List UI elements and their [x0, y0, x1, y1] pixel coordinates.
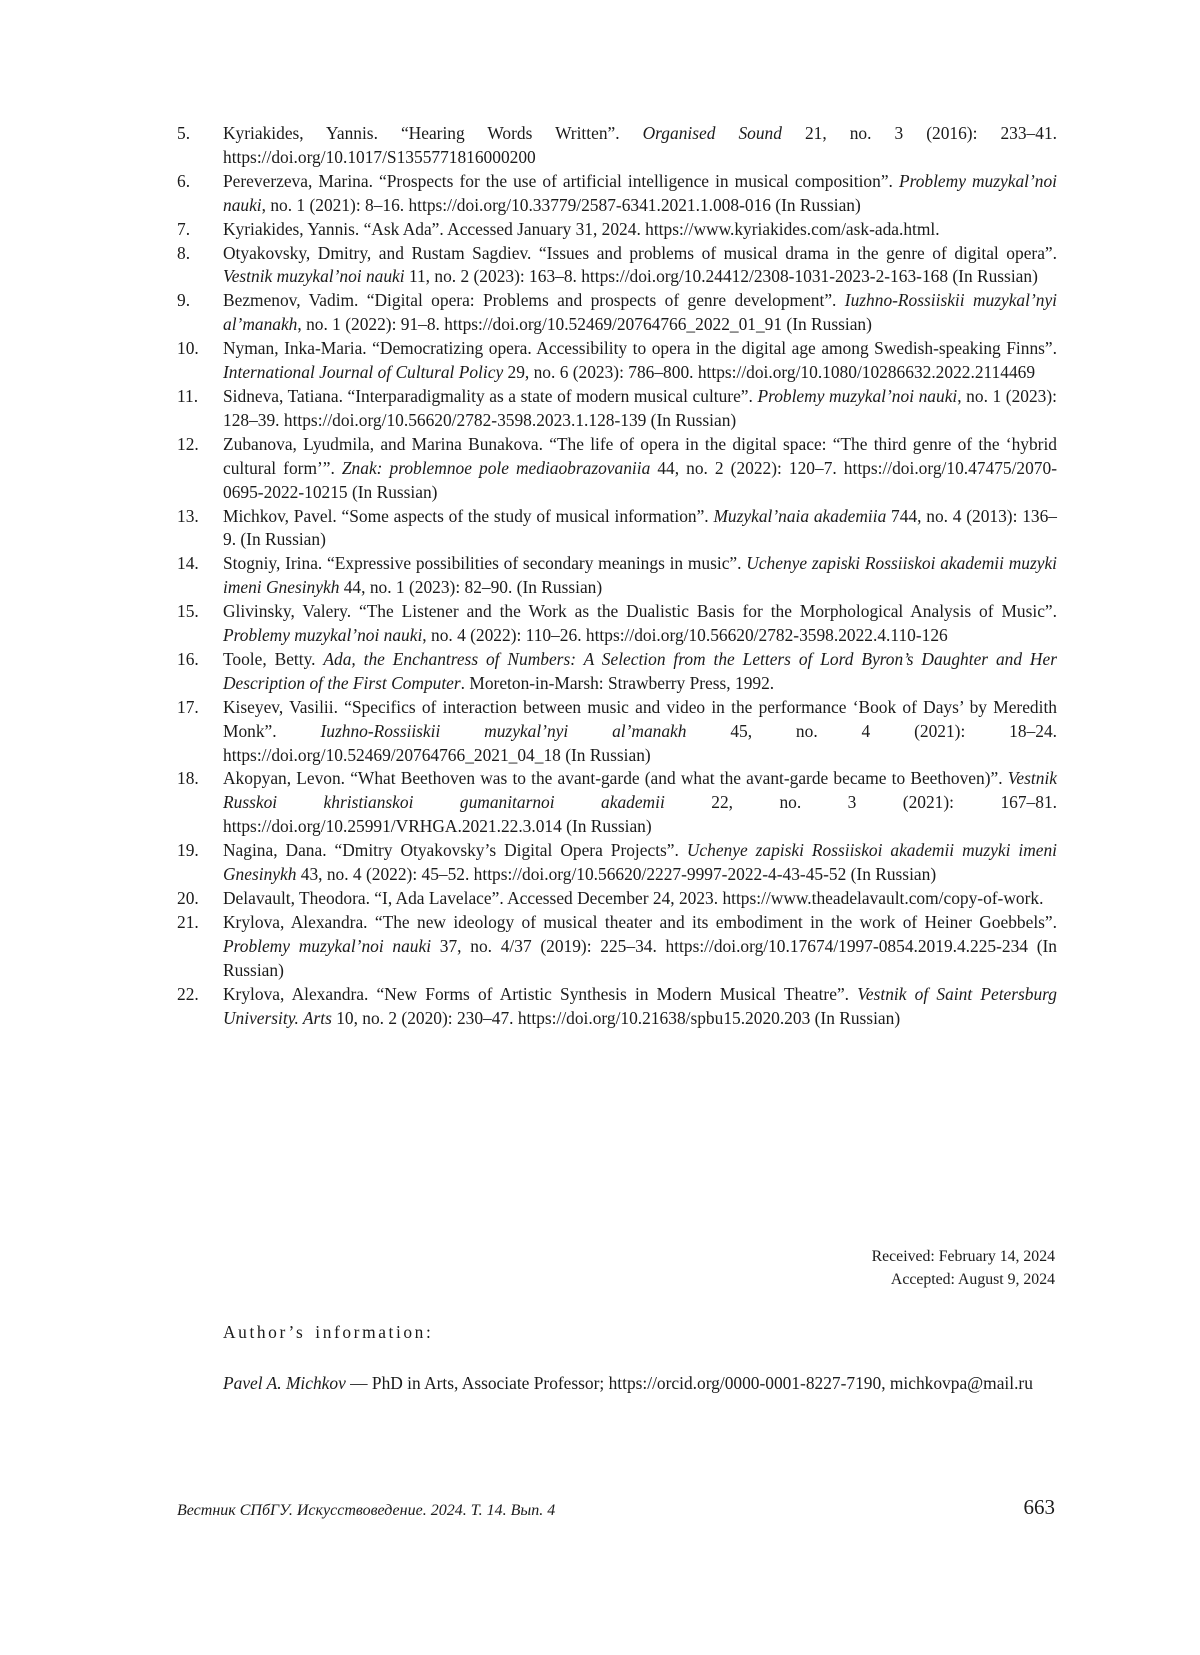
reference-source-title: Problemy muzykal’noi nauki	[757, 385, 958, 406]
reference-text: Sidneva, Tatiana. “Interparadigmality as a state of modern musical culture”.	[223, 385, 758, 406]
reference-number: 15.	[177, 601, 199, 622]
reference-text: Kyriakides, Yannis. “Hearing Words Written”.	[223, 123, 643, 143]
reference-text: Michkov, Pavel. “Some aspects of the study of musical information”.	[223, 505, 714, 526]
reference-item	[177, 218, 1057, 242]
reference-text: 11, no. 2 (2023): 163–8. https://doi.org/10.24412/2308-1031-2023-2-163-168 (In Russian)	[404, 266, 1038, 287]
reference-number: 19.	[177, 840, 199, 861]
reference-list	[177, 122, 1057, 1030]
reference-text: 21, no. 3 (2016): 233–41. https://doi.org/10.1017/S1355771816000200	[223, 123, 1057, 167]
reference-text: 744, no. 4 (2013): 136–9. (In Russian)	[223, 505, 1057, 550]
reference-item	[177, 433, 1057, 505]
reference-source-title: Vestnik Russkoi khristianskoi gumanitarnoi akademii	[223, 768, 1057, 813]
reference-source-title: Iuzhno-Rossiiskii muzykal’nyi al’manakh	[223, 290, 1057, 335]
reference-item	[177, 552, 1057, 600]
reference-text: 44, no. 1 (2023): 82–90. (In Russian)	[339, 577, 603, 598]
author-name: Pavel A. Michkov	[223, 1373, 346, 1393]
reference-item	[177, 839, 1057, 887]
reference-source-title: Uchenye zapiski Rossiiskoi akademii muzyki imeni Gnesinykh	[223, 840, 1057, 885]
reference-item	[177, 289, 1057, 337]
reference-text: Stogniy, Irina. “Expressive possibilities of secondary meanings in music”.	[223, 553, 747, 574]
reference-text: Kyriakides, Yannis. “Ask Ada”. Accessed January 31, 2024. https://www.kyriakides.com/ask-ada.html.	[223, 218, 940, 239]
reference-number: 22.	[177, 983, 199, 1004]
reference-text: , no. 4 (2022): 110–26. https://doi.org/10.56620/2782-3598.2022.4.110-126	[422, 625, 948, 646]
reference-number: 18.	[177, 768, 199, 789]
reference-text: Glivinsky, Valery. “The Listener and the Work as the Dualistic Basis for the Morphological Analysis of Music”.	[223, 601, 1057, 622]
reference-source-title: Uchenye zapiski Rossiiskoi akademii muzyki imeni Gnesinykh	[223, 553, 1057, 598]
reference-source-title: Problemy muzykal’noi nauki	[223, 170, 1057, 215]
reference-item	[177, 983, 1057, 1031]
reference-source-title: Iuzhno-Rossiiskii muzykal’nyi al’manakh	[320, 720, 687, 741]
reference-source-title: Vestnik muzykal’noi nauki	[223, 266, 405, 287]
reference-text: Akopyan, Levon. “What Beethoven was to the avant-garde (and what the avant-garde became to Beethoven)”.	[223, 768, 1008, 789]
reference-text: Toole, Betty.	[223, 648, 324, 669]
reference-item	[177, 122, 1057, 170]
reference-item	[177, 767, 1057, 839]
reference-number: 6.	[177, 170, 191, 191]
reference-number: 5.	[177, 123, 191, 143]
reference-item	[177, 648, 1057, 696]
reference-source-title: Organised Sound	[642, 123, 782, 143]
reference-text: , no. 1 (2022): 91–8. https://doi.org/10.52469/20764766_2022_01_91 (In Russian)	[297, 314, 872, 335]
reference-number: 8.	[177, 242, 191, 263]
author-details: — PhD in Arts, Associate Professor; https://orcid.org/0000-0001-8227-7190, michkovpa@mail.ru	[345, 1373, 1033, 1393]
reference-number: 10.	[177, 338, 199, 359]
reference-text: 44, no. 2 (2022): 120–7. https://doi.org/10.47475/2070-0695-2022-10215 (In Russian)	[223, 457, 1057, 502]
reference-text: 37, no. 4/37 (2019): 225–34. https://doi.org/10.17674/1997-0854.2019.4.225-234 (In Russian)	[223, 935, 1058, 980]
reference-source-title: International Journal of Cultural Policy	[223, 362, 504, 383]
author-info-heading: Author’s information:	[223, 1322, 434, 1342]
reference-number: 7.	[177, 218, 191, 239]
reference-source-title: Problemy muzykal’noi nauki	[223, 625, 423, 646]
reference-text: Kiseyev, Vasilii. “Specifics of interaction between music and video in the performance ‘Book of Days’ by Meredith Monk”.	[223, 696, 1057, 741]
reference-text: Nagina, Dana. “Dmitry Otyakovsky’s Digital Opera Projects”.	[223, 840, 687, 861]
reference-text: Delavault, Theodora. “I, Ada Lavelace”. Accessed December 24, 2023. https://www.theadelavault.com/copy-of-work.	[223, 888, 1044, 908]
reference-text: 29, no. 6 (2023): 786–800. https://doi.org/10.1080/10286632.2022.2114469	[503, 362, 1036, 383]
reference-text: 10, no. 2 (2020): 230–47. https://doi.org/10.21638/spbu15.2020.203 (In Russian)	[331, 1007, 901, 1028]
reference-text: , no. 1 (2021): 8–16. https://doi.org/10.33779/2587-6341.2021.1.008-016 (In Russian)	[261, 194, 861, 215]
reference-text: Krylova, Alexandra. “The new ideology of musical theater and its embodiment in the work of Heiner Goebbels”.	[223, 911, 1057, 932]
reference-text: Zubanova, Lyudmila, and Marina Bunakova. “The life of opera in the digital space: “The third genre of the ‘hybrid cultural form’”.	[223, 433, 1057, 478]
reference-item	[177, 887, 1057, 911]
reference-number: 16.	[177, 648, 199, 669]
reference-source-title: Vestnik of Saint Petersburg University. Arts	[223, 983, 1057, 1028]
reference-text: 22, no. 3 (2021): 167–81. https://doi.org/10.25991/VRHGA.2021.22.3.014 (In Russian)	[223, 792, 1057, 837]
reference-text: Otyakovsky, Dmitry, and Rustam Sagdiev. “Issues and problems of musical drama in the genre of digital opera”.	[223, 242, 1057, 263]
reference-text: . Moreton-in-Marsh: Strawberry Press, 1992.	[460, 672, 775, 693]
reference-number: 14.	[177, 553, 199, 574]
reference-text: Bezmenov, Vadim. “Digital opera: Problems and prospects of genre development”.	[223, 290, 845, 311]
reference-number: 17.	[177, 696, 199, 717]
reference-number: 9.	[177, 290, 191, 311]
reference-item	[177, 170, 1057, 218]
reference-item	[177, 600, 1057, 648]
reference-text: Pereverzeva, Marina. “Prospects for the use of artificial intelligence in musical composition”.	[223, 170, 899, 191]
reference-source-title: Ada, the Enchantress of Numbers: A Selection from the Letters of Lord Byron’s Daughter and Her Description of the First Computer	[223, 648, 1057, 693]
reference-text: Nyman, Inka-Maria. “Democratizing opera. Accessibility to opera in the digital age among Swedish-speaking Finns”.	[223, 338, 1057, 359]
reference-source-title: Znak: problemnoe pole mediaobrazovaniia	[341, 457, 651, 478]
reference-text: Krylova, Alexandra. “New Forms of Artistic Synthesis in Modern Musical Theatre”.	[223, 983, 858, 1004]
page-number: 663	[1023, 1495, 1055, 1519]
reference-item	[177, 337, 1057, 385]
reference-text: , no. 1 (2023): 128–39. https://doi.org/10.56620/2782-3598.2023.1.128-139 (In Russian)	[223, 385, 1057, 430]
footer-journal-title: Вестник СПбГУ. Искусствоведение. 2024. Т. 14. Вып. 4	[177, 1502, 556, 1519]
article-dates	[872, 1245, 1055, 1291]
accepted-date: Accepted: August 9, 2024	[890, 1271, 1055, 1288]
author-info	[223, 1372, 1057, 1396]
reference-text: 45, no. 4 (2021): 18–24. https://doi.org/10.52469/20764766_2021_04_18 (In Russian)	[223, 720, 1058, 765]
reference-item	[177, 242, 1057, 290]
reference-number: 12.	[177, 433, 199, 454]
reference-number: 20.	[177, 888, 199, 908]
reference-number: 11.	[177, 385, 199, 406]
reference-number: 21.	[177, 911, 199, 932]
reference-item	[177, 911, 1057, 983]
reference-source-title: Problemy muzykal’noi nauki	[223, 935, 432, 956]
reference-text: 43, no. 4 (2022): 45–52. https://doi.org/10.56620/2227-9997-2022-4-43-45-52 (In Russian)	[296, 864, 937, 885]
reference-item	[177, 696, 1057, 768]
received-date: Received: February 14, 2024	[871, 1248, 1055, 1265]
reference-number: 13.	[177, 505, 199, 526]
reference-item	[177, 505, 1057, 553]
reference-source-title: Muzykal’naia akademiia	[713, 505, 887, 526]
reference-item	[177, 385, 1057, 433]
